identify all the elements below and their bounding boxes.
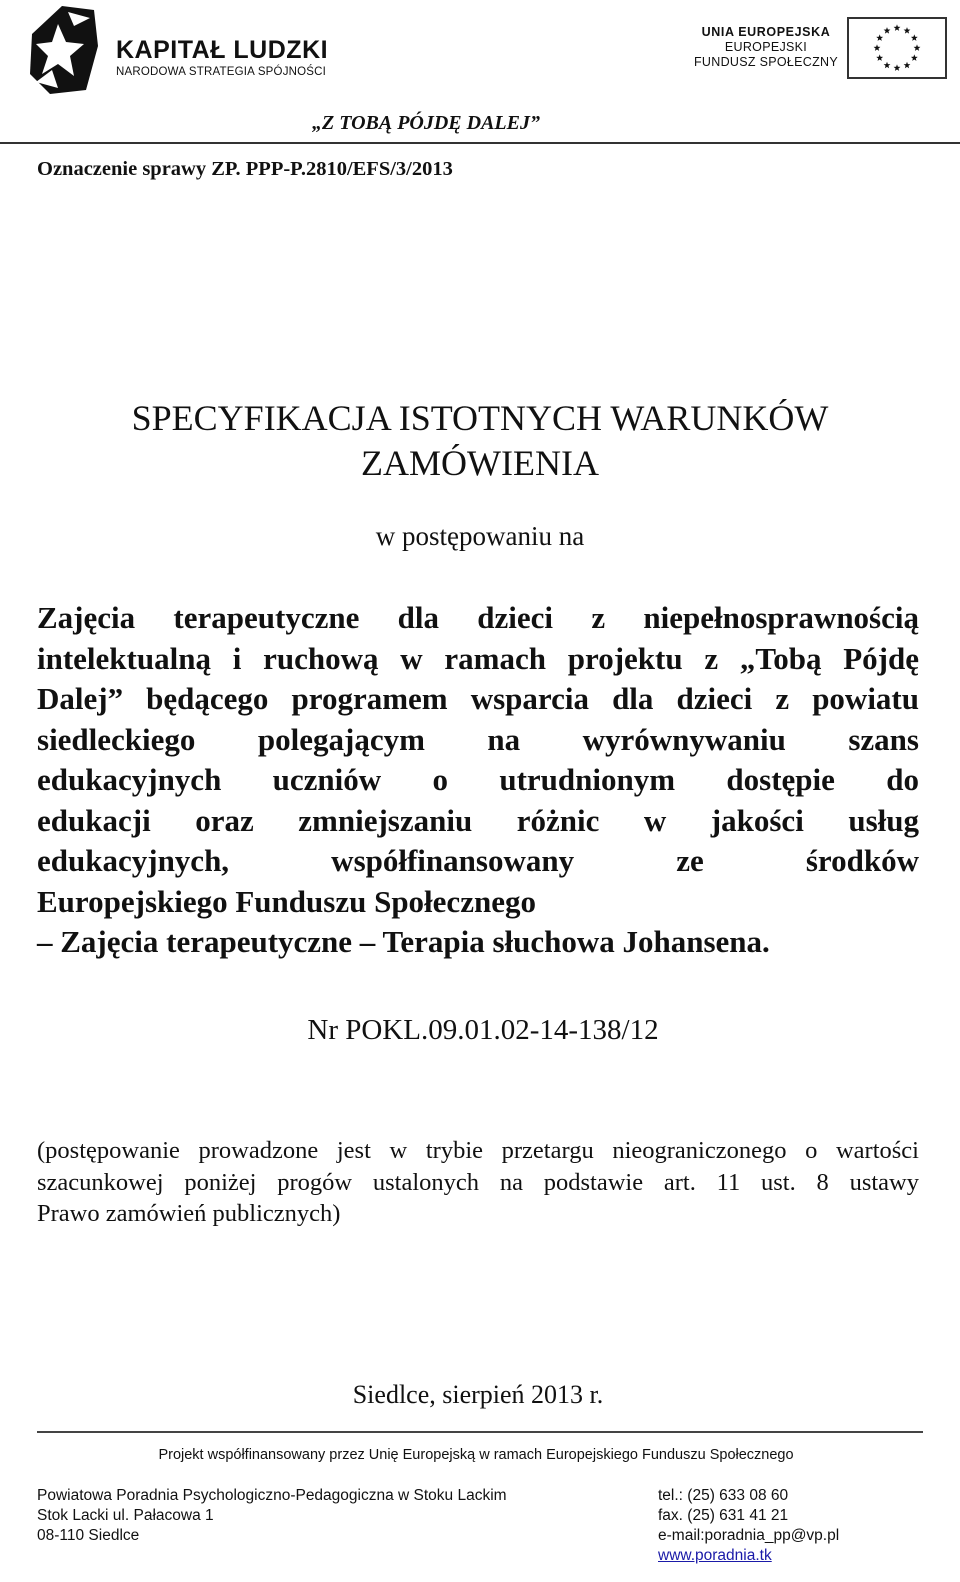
eu-logo	[688, 16, 948, 80]
place-and-date-text: Siedlce, sierpień 2013 r.	[352, 1380, 604, 1409]
subject-line: edukacyjnych uczniów o utrudnionym dostępie do	[37, 762, 919, 797]
subject-line: siedleckiego polegającym na wyrównywaniu szans	[37, 721, 919, 757]
footer-street: Stok Lacki ul. Pałacowa 1	[37, 1507, 214, 1524]
kapital-ludzki-logo	[28, 4, 348, 96]
footer-address-block	[37, 1486, 507, 1546]
footer-contact-block	[658, 1486, 839, 1566]
case-reference: Oznaczenie sprawy ZP. PPP-P.2810/EFS/3/2013	[37, 158, 453, 180]
subject-line: Zajęcia terapeutyczne dla dzieci z niepełnosprawnością	[37, 600, 919, 635]
procedure-line: (postępowanie prowadzone jest w trybie przetargu nieograniczonego o wartości	[37, 1137, 919, 1164]
document-title	[0, 396, 960, 486]
document-subtitle: w postępowaniu na	[375, 521, 585, 551]
procedure-note	[37, 1135, 919, 1230]
subject-line: – Zajęcia terapeutyczne – Terapia słuchowa Johansena.	[37, 924, 770, 959]
footer-email: e-mail:poradnia_pp@vp.pl	[658, 1527, 840, 1544]
project-title: „Z TOBĄ PÓJDĘ DALEJ”	[312, 112, 540, 134]
header-divider	[0, 142, 960, 144]
eu-logo-line2: EUROPEJSKI	[724, 40, 808, 54]
footer-fax: fax. (25) 631 41 21	[658, 1507, 789, 1524]
eu-flag-icon	[846, 16, 948, 80]
eu-logo-line1: UNIA EUROPEJSKA	[701, 25, 831, 39]
subject-line: Europejskiego Funduszu Społecznego	[37, 883, 536, 919]
footer-phone: tel.: (25) 633 08 60	[658, 1487, 789, 1504]
footer-city: 08-110 Siedlce	[37, 1527, 140, 1544]
project-number	[0, 1014, 960, 1047]
project-number-text: Nr POKL.09.01.02-14-138/12	[307, 1014, 659, 1046]
kapital-ludzki-star-icon	[28, 4, 100, 96]
footer-website-link[interactable]: www.poradnia.tk	[658, 1547, 772, 1564]
kapital-ludzki-title: KAPITAŁ LUDZKI	[116, 36, 329, 64]
eu-logo-line3: FUNDUSZ SPOŁECZNY	[693, 55, 838, 69]
procedure-line: szacunkowej poniżej progów ustalonych na podstawie art. 11 ust. 8 ustawy	[37, 1168, 919, 1196]
footer-funding-note	[0, 1447, 960, 1463]
footer-funding-note-text: Projekt współfinansowany przez Unię Europejską w ramach Europejskiego Funduszu Społecznego	[158, 1447, 794, 1463]
subject-line: intelektualną i ruchową w ramach projektu z „Tobą Pójdę	[37, 640, 919, 676]
document-title-line2: ZAMÓWIENIA	[361, 443, 599, 483]
subject-line: edukacji oraz zmniejszaniu różnic w jakości usług	[37, 802, 919, 838]
eu-logo-text	[694, 24, 838, 70]
footer-divider	[37, 1431, 923, 1433]
footer-institution: Powiatowa Poradnia Psychologiczno-Pedagogiczna w Stoku Lackim	[37, 1487, 507, 1504]
subject-line: Dalej” będącego programem wsparcia dla dzieci z powiatu	[37, 681, 919, 716]
procurement-subject	[37, 598, 919, 963]
document-title-line1: SPECYFIKACJA ISTOTNYCH WARUNKÓW	[131, 398, 829, 438]
kapital-ludzki-subtitle: NARODOWA STRATEGIA SPÓJNOŚCI	[116, 66, 327, 78]
place-and-date	[0, 1380, 960, 1410]
subject-line: edukacyjnych, współfinansowany ze środków	[37, 843, 919, 878]
procedure-line: Prawo zamówień publicznych)	[37, 1200, 341, 1227]
